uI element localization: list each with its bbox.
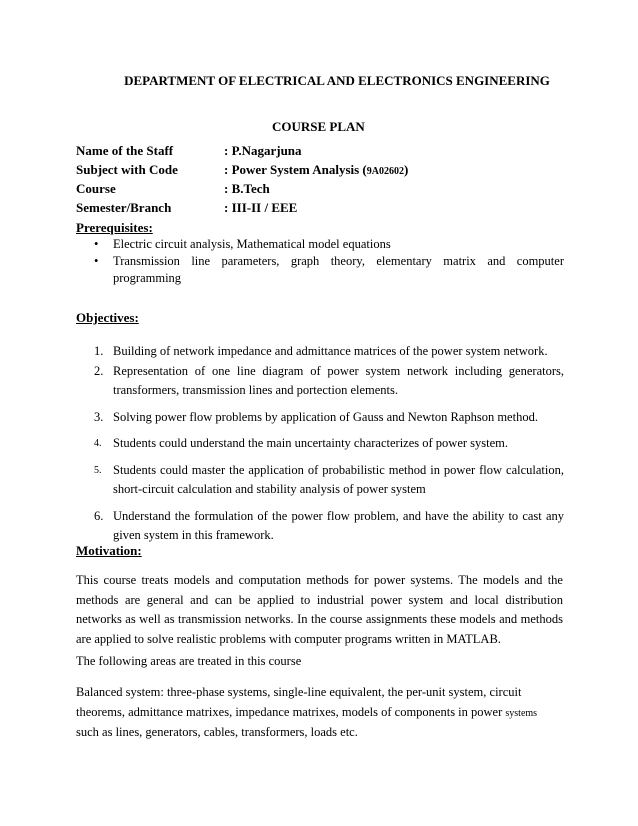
- semester-label: Semester/Branch: [76, 200, 172, 215]
- course-plan-title: COURSE PLAN: [272, 119, 365, 134]
- subject-name: : Power System Analysis (: [224, 162, 367, 177]
- course-label: Course: [76, 181, 116, 196]
- objectives-list: [94, 342, 564, 546]
- prerequisites-list: [94, 236, 564, 287]
- list-item: • Electric circuit analysis, Mathematical model equations: [94, 237, 391, 251]
- department-heading: DEPARTMENT OF ELECTRICAL AND ELECTRONICS ENGINEERING: [124, 73, 550, 88]
- prerequisites-heading: Prerequisites:: [76, 220, 153, 235]
- list-item: 4. Students could understand the main uncertainty characterizes of power system.: [94, 436, 509, 450]
- subject-value: [224, 162, 408, 178]
- areas-intro: The following areas are treated in this course: [76, 654, 302, 668]
- semester-value: : III-II / EEE: [224, 200, 298, 215]
- bullet-icon: •: [94, 254, 99, 268]
- objectives-heading: Objectives:: [76, 310, 139, 325]
- subject-label: Subject with Code: [76, 162, 178, 177]
- staff-value: : P.Nagarjuna: [224, 143, 302, 158]
- list-item: 3. Solving power flow problems by application of Gauss and Newton Raphson method.: [94, 409, 538, 424]
- balanced-system-paragraph: Balanced system: three-phase systems, single-line equivalent, the per-unit system, circuit theorems, admittance matrixes, impedance matrixes, models of components in power systems such as lines, generators, cables, transformers, loads etc.: [76, 685, 538, 739]
- list-item: 6. Understand the formulation of the power flow problem, and have the ability to cast any given system in this framework.: [94, 508, 564, 542]
- motivation-paragraph: This course treats models and computation methods for power systems. The models and the methods are general and can be applied to industrial power system and local distribution networks as well as transmission networks. In the course assignments these models and methods are applied to solve realistic problems with computer programs written in MATLAB.: [76, 573, 563, 646]
- subject-code-close: ): [404, 162, 409, 177]
- list-item: 2. Representation of one line diagram of power system network including generators, transformers, transmission lines and portection elements.: [94, 363, 564, 397]
- subject-code: 9A02602: [366, 166, 404, 177]
- list-item: 1. Building of network impedance and admittance matrices of the power system network.: [94, 344, 548, 358]
- staff-label: Name of the Staff: [76, 143, 174, 158]
- list-item: 5. Students could master the application of probabilistic method in power flow calculation, short-circuit calculation and stability analysis of power system: [94, 462, 564, 496]
- motivation-heading: Motivation:: [76, 543, 142, 558]
- course-value: : B.Tech: [224, 181, 270, 196]
- list-item: • Transmission line parameters, graph theory, elementary matrix and computer programming: [94, 254, 564, 285]
- bullet-icon: •: [94, 237, 99, 251]
